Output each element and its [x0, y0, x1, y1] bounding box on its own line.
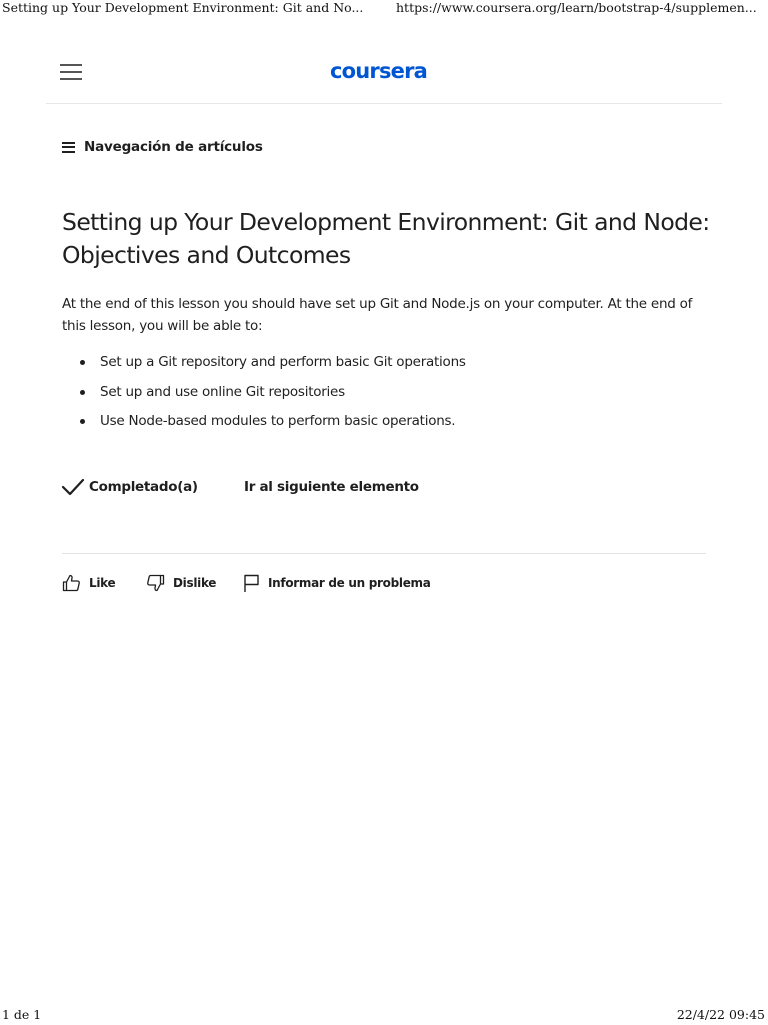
coursera-logo[interactable]: coursera: [330, 59, 428, 83]
checkmark-icon: [62, 478, 84, 496]
flag-icon: [243, 574, 260, 593]
print-header-url: https://www.coursera.org/learn/bootstrap-4/supplemen...: [396, 0, 757, 15]
next-item-button[interactable]: Ir al siguiente elemento: [244, 479, 419, 495]
dislike-label: Dislike: [173, 576, 217, 590]
list-item: Set up a Git repository and perform basic Git operations: [62, 350, 702, 380]
list-icon: [62, 142, 75, 153]
intro-paragraph: At the end of this lesson you should have set up Git and Node.js on your computer. At the end of this lesson, you will be able to:: [62, 296, 693, 334]
completed-label: Completado(a): [89, 479, 198, 495]
top-navigation-bar: [46, 50, 722, 104]
objectives-list: [62, 350, 702, 439]
print-footer: [0, 1007, 768, 1025]
list-item: Set up and use online Git repositories: [62, 380, 702, 410]
completed-status: [62, 476, 198, 498]
like-button[interactable]: [62, 572, 115, 594]
page-number: 1 de 1: [2, 1007, 42, 1022]
print-header-title: Setting up Your Development Environment: Git and No...: [2, 0, 364, 15]
page-title: Setting up Your Development Environment: Git and Node: Objectives and Outcomes: [62, 208, 710, 269]
print-datetime: 22/4/22 09:45: [676, 1007, 765, 1022]
divider: [62, 553, 706, 554]
hamburger-menu-icon[interactable]: [60, 64, 82, 82]
report-problem-button[interactable]: [243, 572, 431, 594]
article-navigation-button[interactable]: [62, 136, 263, 158]
thumbs-down-icon: [146, 574, 165, 592]
print-header: [0, 0, 768, 18]
list-item: Use Node-based modules to perform basic operations.: [62, 409, 702, 439]
article-navigation-label: Navegación de artículos: [84, 139, 263, 155]
like-label: Like: [89, 576, 116, 590]
thumbs-up-icon: [62, 574, 81, 592]
dislike-button[interactable]: [146, 572, 216, 594]
report-problem-label: Informar de un problema: [268, 576, 431, 590]
